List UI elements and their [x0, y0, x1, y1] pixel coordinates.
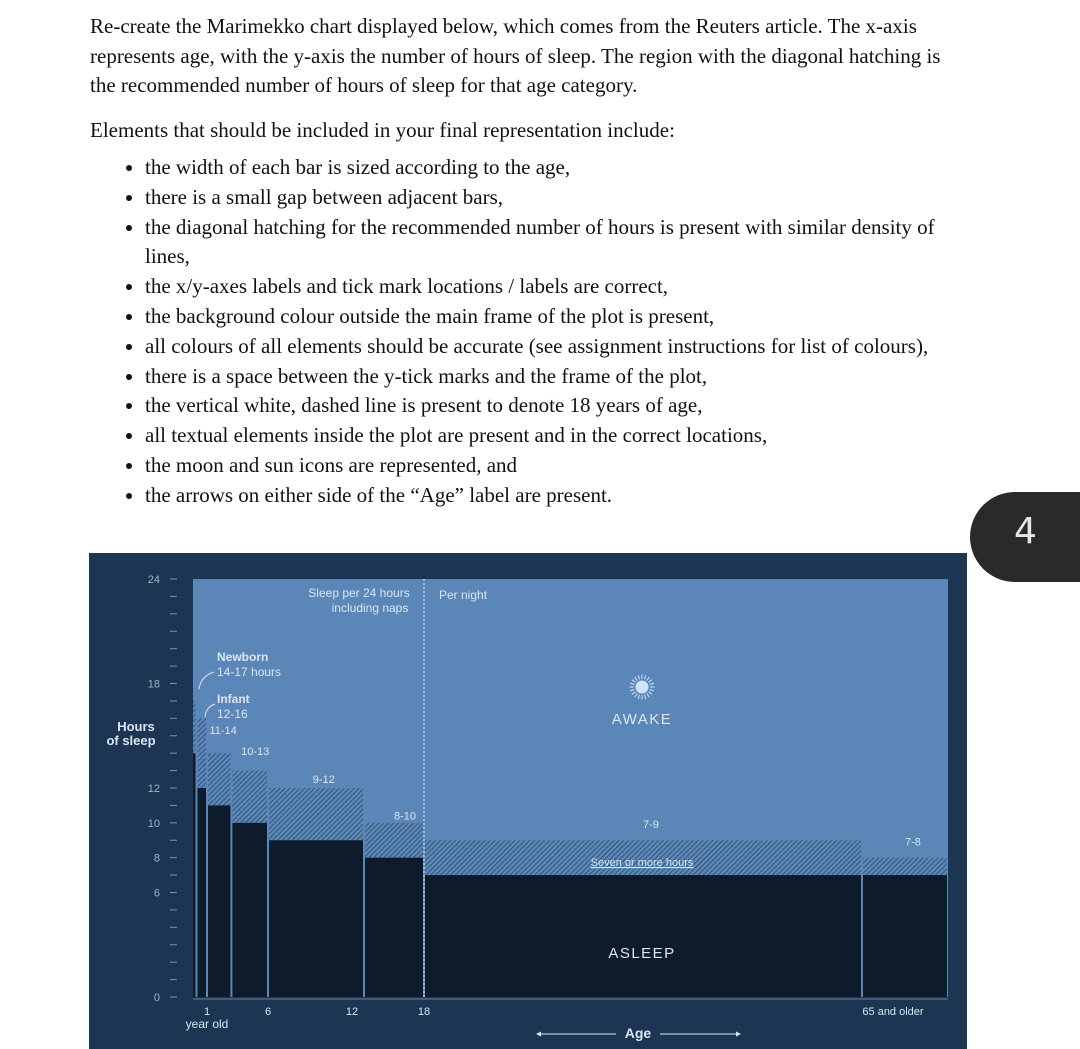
per-night-label: Per night [439, 588, 488, 602]
requirement-item: • the x/y-axes labels and tick mark locations / labels are correct, [145, 272, 970, 302]
y-tick-label: 24 [147, 574, 160, 586]
requirement-item: • all textual elements inside the plot are present and in the correct locations, [145, 421, 970, 451]
asleep-label: ASLEEP [608, 945, 676, 962]
requirement-item: • there is a space between the y-tick marks and the frame of the plot, [145, 362, 970, 392]
asleep-bar [232, 823, 267, 997]
chart-svg [89, 553, 967, 1049]
range-label: 8-10 [394, 810, 417, 823]
x-tick-label: 1 [203, 1006, 211, 1018]
requirement-item: • the arrows on either side of the “Age” label are present. [145, 481, 970, 511]
infant-range: 12-16 [217, 707, 248, 721]
recommended-hatch-bar [193, 701, 196, 753]
range-label: 11-14 [209, 725, 237, 738]
sun-disc [636, 681, 649, 694]
asleep-bar [208, 805, 230, 997]
page-number-badge[interactable] [970, 492, 1080, 582]
requirement-item: • all colours of all elements should be accurate (see assignment instructions for list of colours), [145, 332, 970, 362]
range-label: 7-8 [905, 836, 921, 849]
requirement-item: • the moon and sun icons are represented, and [145, 451, 970, 481]
recommended-hatch-bar [208, 753, 230, 805]
range-label: 7-9 [643, 819, 659, 832]
asleep-bar [365, 858, 423, 997]
newborn-range: 14-17 hours [217, 665, 282, 679]
lead-paragraph: Elements that should be included in your final representation include: [90, 117, 675, 142]
recommended-hatch-bar [863, 858, 947, 875]
asleep-bar [269, 840, 363, 997]
asleep-bar [198, 788, 207, 997]
x-tick-sublabel: year old [185, 1017, 229, 1031]
recommended-hatch-bar [365, 823, 423, 858]
infant-title: Infant [217, 692, 250, 706]
seven-or-more-label: Seven or more hours [590, 857, 694, 869]
y-tick-label: 12 [147, 783, 160, 795]
y-tick-label: 18 [147, 678, 160, 691]
page-number: 4 [1014, 511, 1037, 552]
x-tick-label: 6 [264, 1006, 272, 1018]
recommended-hatch-bar [232, 771, 267, 823]
awake-label: AWAKE [611, 711, 673, 728]
x-tick-label: 12 [345, 1006, 359, 1018]
asleep-bar [863, 875, 947, 997]
x-axis-title: Age [624, 1025, 652, 1041]
requirement-item: • the background colour outside the main frame of the plot is present, [145, 302, 970, 332]
requirement-item: • the diagonal hatching for the recommended number of hours is present with similar density of lines, [145, 213, 970, 273]
assignment-document [90, 12, 970, 511]
y-axis-title: Hours of sleep [106, 719, 156, 748]
x-tick-label: 65 and older [862, 1006, 924, 1018]
asleep-bar [193, 753, 196, 997]
requirement-item: • there is a small gap between adjacent bars, [145, 183, 970, 213]
marimekko-chart [89, 553, 967, 1049]
intro-paragraph: Re-create the Marimekko chart displayed below, which comes from the Reuters article. The x-axis represents age, with the y-axis the number of hours of sleep. The region with the diagonal hatching is the recommended number of hours of sleep for that age category. [90, 14, 941, 97]
sleep-24-label-line2: including naps [331, 601, 409, 615]
requirement-item: • the vertical white, dashed line is present to denote 18 years of age, [145, 391, 970, 421]
requirements-list [90, 153, 970, 511]
y-tick-label: 0 [153, 992, 160, 1004]
recommended-hatch-bar [198, 718, 207, 788]
requirement-item: • the width of each bar is sized according to the age, [145, 153, 970, 183]
range-label: 10-13 [241, 745, 270, 758]
y-tick-label: 6 [153, 887, 160, 900]
sleep-24-label-line1: Sleep per 24 hours [308, 586, 410, 600]
newborn-title: Newborn [217, 650, 269, 664]
recommended-hatch-bar [269, 788, 363, 840]
y-tick-label: 8 [153, 852, 160, 865]
asleep-bar [425, 875, 861, 997]
plot-area [193, 579, 948, 999]
y-tick-label: 10 [147, 817, 160, 830]
range-label: 9-12 [312, 773, 335, 786]
x-tick-label: 18 [417, 1006, 431, 1018]
